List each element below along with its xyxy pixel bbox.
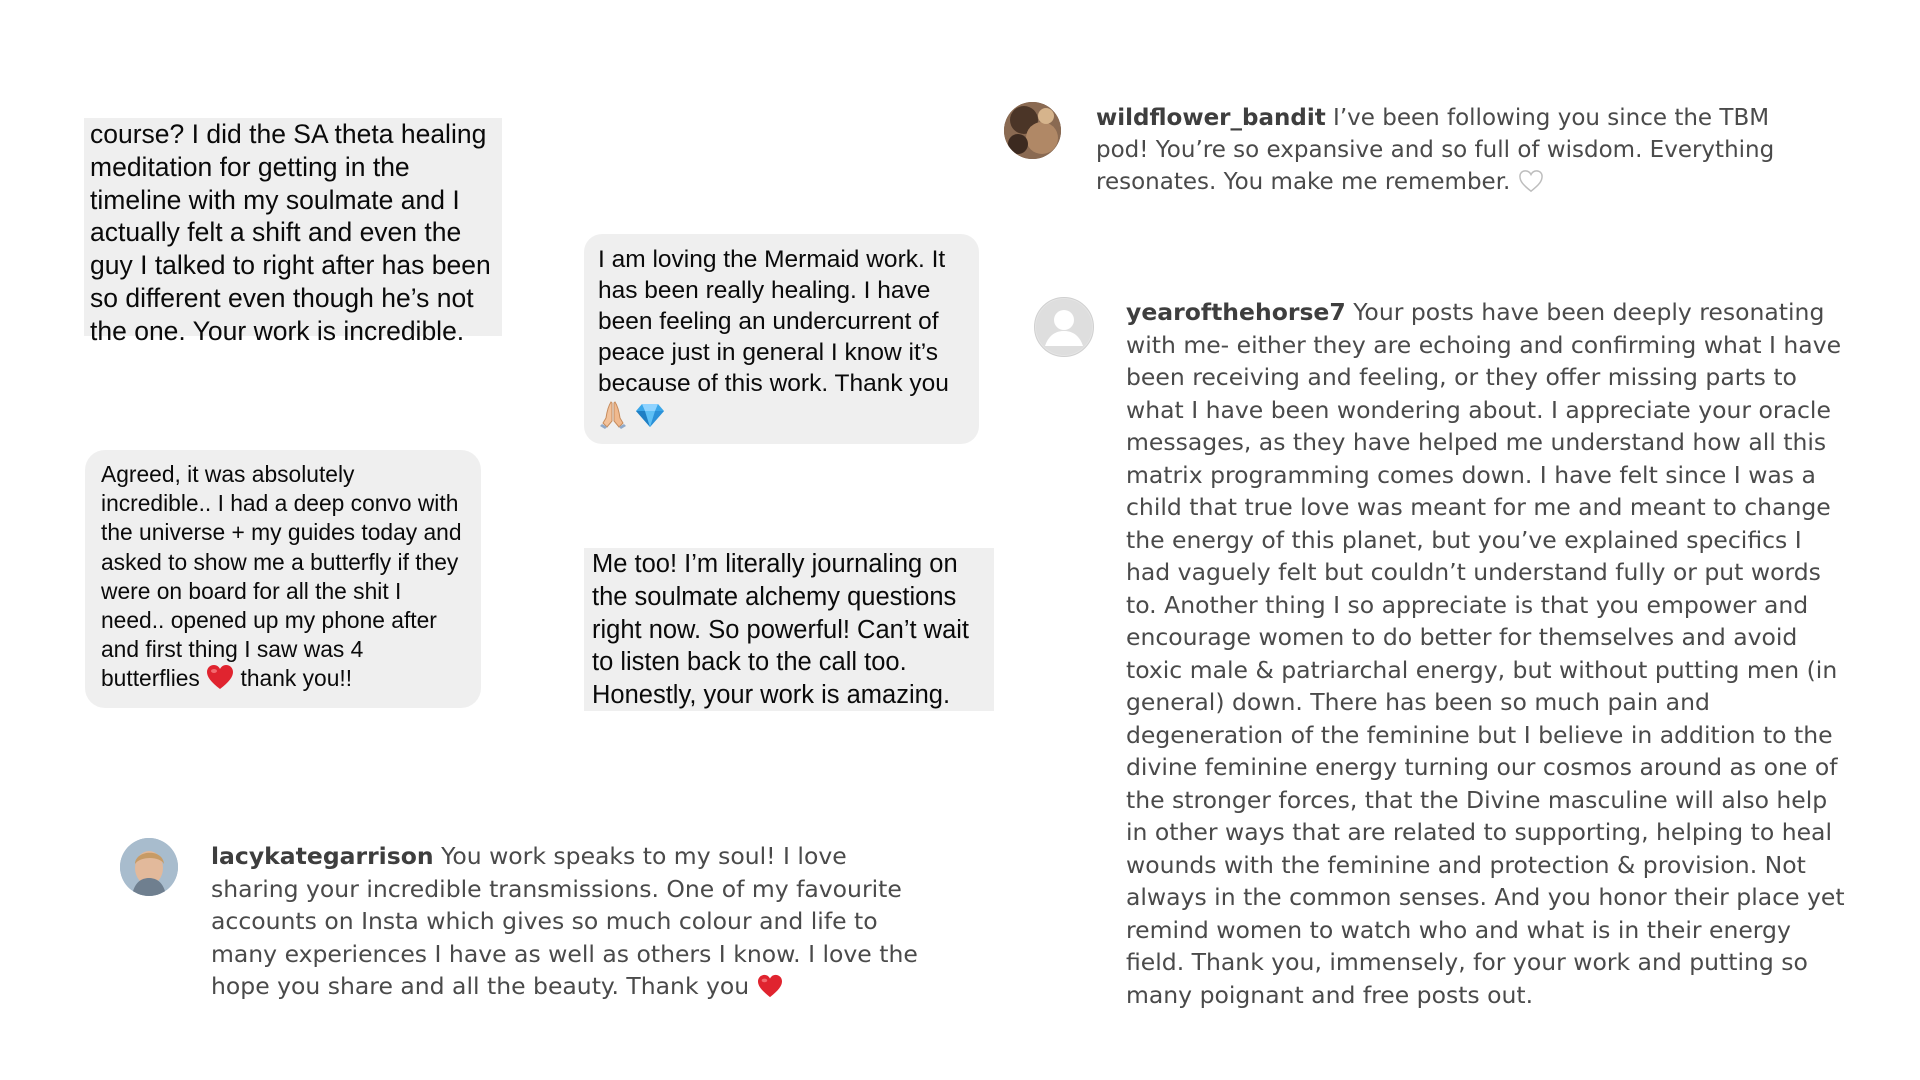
avatar[interactable] — [120, 838, 178, 896]
message-text: course? I did the SA theta healing meditation for getting in the timeline with my soulmate and I actually felt a shift and even the guy I talked to right after has been so different even though he’s not the one. Your work is incredible. — [90, 119, 491, 346]
message-text: I am loving the Mermaid work. It has been really healing. I have been feeling an undercurrent of peace just in general I know it’s because of this work. Thank you — [598, 244, 965, 437]
avatar[interactable] — [1004, 102, 1061, 159]
message-text: Me too! I’m literally journaling on the soulmate alchemy questions right now. So powerful! Can’t wait to listen back to the call too. Honestly, your work is amazing. — [592, 550, 970, 710]
red-heart-icon — [206, 664, 234, 697]
comment-username[interactable]: lacykategarrison — [211, 842, 434, 870]
message-bubble — [84, 118, 502, 346]
comment — [1126, 296, 1846, 1011]
white-heart-icon — [1518, 169, 1544, 202]
gem-icon — [635, 399, 665, 437]
comment-username[interactable]: yearofthehorse7 — [1126, 298, 1346, 326]
comment-text: I’ve been following you since the TBM pod! You’re so expansive and so full of wisdom. Everything resonates. You make me remember. — [1096, 105, 1775, 195]
message-bubble — [584, 234, 979, 444]
comment — [211, 840, 931, 1007]
red-heart-icon — [757, 974, 783, 1007]
comment-username[interactable]: wildflower_bandit — [1096, 105, 1326, 131]
avatar[interactable] — [1034, 297, 1094, 357]
comment — [1096, 102, 1796, 202]
comment-text: Your posts have been deeply resonating with me- either they are echoing and confirming what I have been receiving and feeling, or they offer missing parts to what I have been wondering about. I appreciate your oracle messages, as they have helped me understand how all this matrix programming comes down. I have felt since I was a child that true love was meant for me and meant to change the energy of this planet, but you’ve explained specifics I had vaguely felt but couldn’t understand fully or put words to. Another thing I so appreciate is that you empower and encourage women to do better for themselves and avoid toxic male & patriarchal energy, but without putting men (in general) down. There has been so much pain and degeneration of the feminine but I believe in addition to the divine feminine energy turning our cosmos around as one of the stronger forces, that the Divine masculine will also help in other ways that are related to supporting, helping to heal wounds with the feminine and protection & provision. Not always in the common senses. And you honor their place yet remind women to watch who and what is in their energy field. Thank you, immensely, for your work and putting so many poignant and free posts out. — [1126, 298, 1845, 1009]
message-bubble — [85, 450, 481, 708]
message-text: Agreed, it was absolutely incredible.. I had a deep convo with the universe + my guides today and asked to show me a butterfly if they were on board for all the shit I need.. opened up my phone after and first thing I saw was 4 butterflies thank you!! — [101, 460, 465, 698]
folded-hands-icon — [598, 399, 628, 437]
message-bubble — [584, 548, 994, 711]
comment-text: You work speaks to my soul! I love sharing your incredible transmissions. One of my favourite accounts on Insta which gives so much colour and life to many experiences I have as well as others I know. I love the hope you share and all the beauty. Thank you — [211, 842, 918, 1000]
